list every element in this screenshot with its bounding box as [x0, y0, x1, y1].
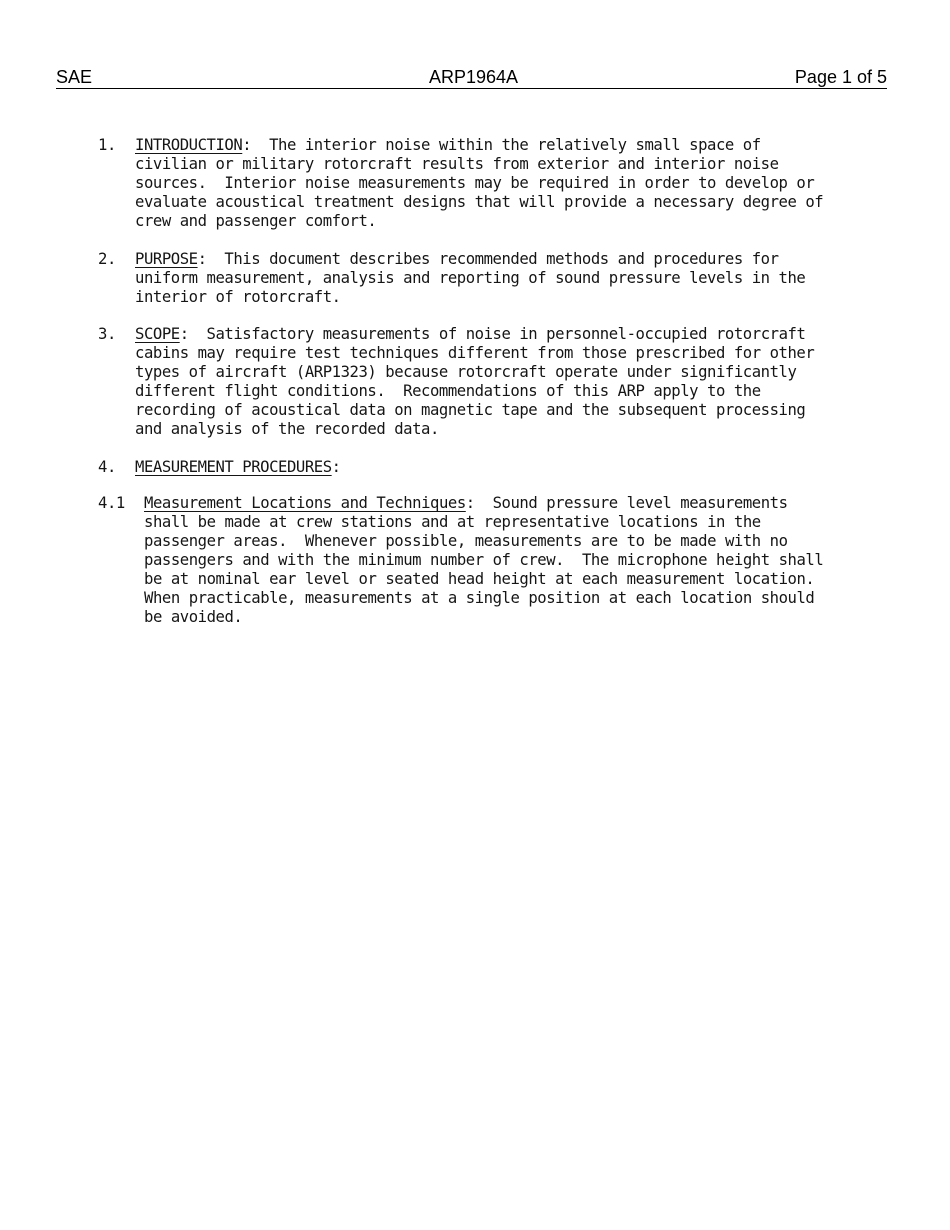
section-body: uniform measurement, analysis and reporting of sound pressure levels in the interior of rotorcraft.: [135, 269, 806, 306]
section-content: [135, 458, 341, 477]
header-page-number: Page 1 of 5: [794, 67, 887, 87]
section-number: 2.: [98, 250, 116, 268]
section-heading: INTRODUCTION: [135, 136, 243, 154]
header-organization: SAE: [56, 67, 93, 87]
section-first-line: : This document describes recommended methods and procedures for: [197, 250, 779, 268]
section-number: 4.: [98, 458, 116, 476]
section-body: civilian or military rotorcraft results from exterior and interior noise sources. Interior noise measurements may be required in order to develop or evaluate acoustical treatment designs that will provide a necessary degree of crew and passenger comfort.: [135, 155, 824, 230]
section-first-line: :: [331, 458, 341, 476]
section-number: 3.: [98, 325, 116, 343]
header-document-number: ARP1964A: [429, 67, 519, 87]
section-number: 4.1: [98, 494, 125, 512]
section-body: shall be made at crew stations and at representative locations in the passenger areas. Whenever possible, measurements are to be made with no passengers and with the minimum number of crew. The microphone height shall be at nominal ear level or seated head height at each measurement location. When practicable, measurements at a single position at each location should be avoided.: [144, 513, 824, 626]
section-heading: MEASUREMENT PROCEDURES: [135, 458, 332, 476]
section-content: [135, 325, 814, 439]
section-heading: PURPOSE: [135, 250, 198, 268]
section-first-line: : Sound pressure level measurements: [465, 494, 788, 512]
section-heading: SCOPE: [135, 325, 180, 343]
section-body: cabins may require test techniques different from those prescribed for other types of aircraft (ARP1323) because rotorcraft operate under significantly different flight conditions. Recommendations of this ARP apply to the recording of acoustical data on magnetic tape and the subsequent processing and analysis of the recorded data.: [135, 344, 815, 438]
section-heading: Measurement Locations and Techniques: [144, 494, 466, 512]
section-first-line: : Satisfactory measurements of noise in personnel-occupied rotorcraft: [179, 325, 806, 343]
section-content: [135, 136, 823, 231]
page-header: [56, 66, 887, 89]
section-first-line: : The interior noise within the relatively small space of: [242, 136, 761, 154]
section-number: 1.: [98, 136, 116, 154]
section-content: [144, 494, 823, 627]
section-content: [135, 250, 805, 307]
